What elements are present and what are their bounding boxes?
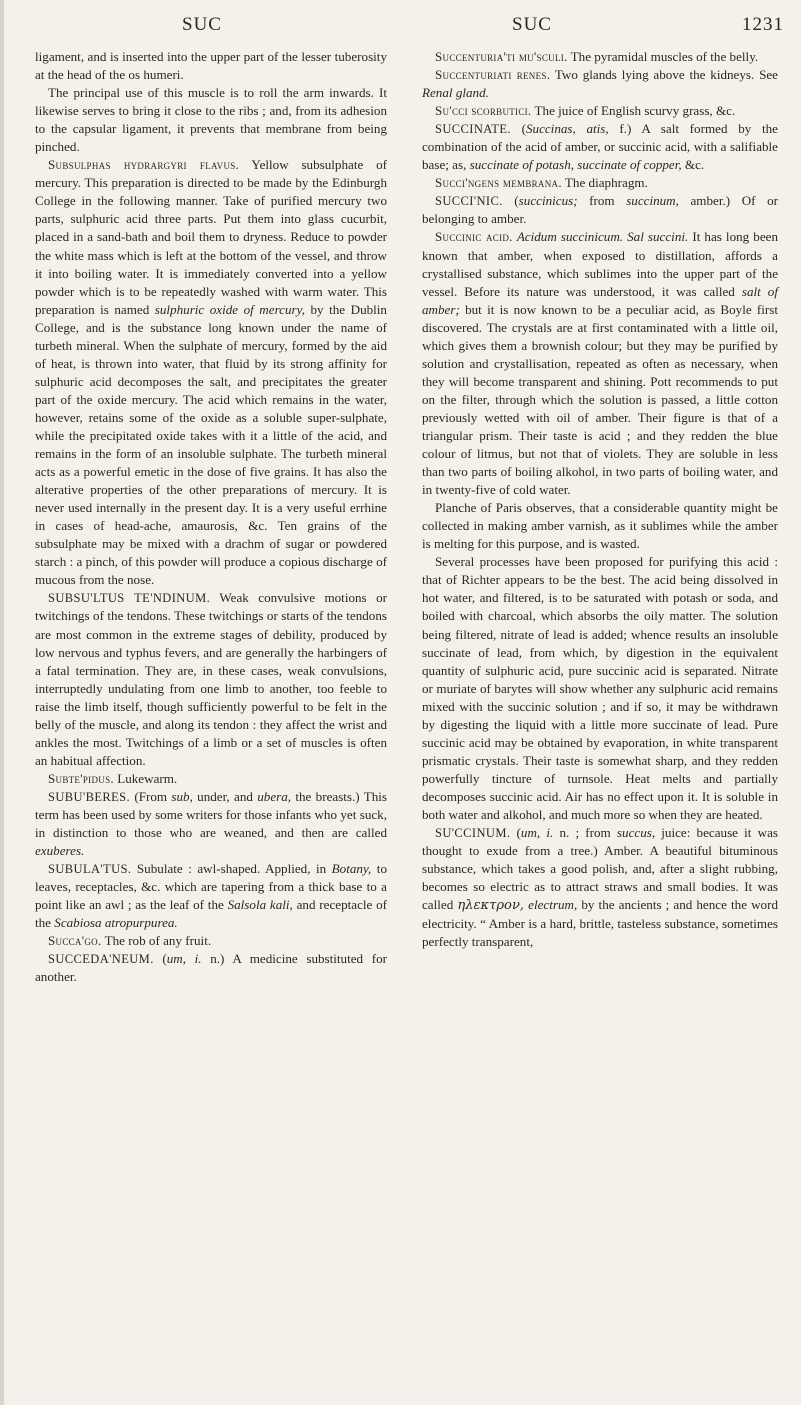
dictionary-entry: SUBSU'LTUS TE'NDINUM. Weak convulsive motions or twitchings of the tendons. These twitchings or starts of the tendons are most common in the extreme stages of debility, produced by low nervous and typhus fevers, and are generally the harbingers of a fatal termination. They are, in these cases, weak convulsions, interruptedly undulating from one limb to another, too feeble to raise the limb itself, though sufficiently powerful to be felt in the belly of the muscle, and along its tendon : they affect the wrist and ankles the most. Twitchings of a limb or a set of muscles is often an habitual affection.	[35, 590, 388, 768]
dictionary-entry: SUCCINATE. (Succinas, atis, f.) A salt formed by the combination of the acid of amber, or succinic acid, with a salifiable base; as, succinate of potash, succinate of copper, &c.	[422, 121, 778, 173]
dictionary-entry: SUCCEDA'NEUM. (um, i. n.) A medicine substituted for another.	[35, 951, 388, 985]
page-number: 1231	[742, 14, 784, 35]
dictionary-entry: Succinic acid. Acidum succinicum. Sal succini. It has long been known that amber, when exposed to distillation, affords a crystallised substance, which sublimes into the upper part of the vessel. Before its nature was understood, it was called salt of amber; but it is now known to be a peculiar acid, as Boyle first discovered. The crystals are at first contaminated with a little oil, which gives them a brownish colour; but they may be purified by solution and crystallisation, repeated as often as necessary, when they will become transparent and shining. Pott recommends to put on the filter, through which the solution is passed, a little cotton previously wetted with oil of amber. Their figure is that of a triangular prism. Their taste is acid ; and they redden the blue colour of litmus, but not that of violets. They are soluble in less than two parts of boiling alkohol, in two parts of boiling water, and in twenty-five of cold water.	[422, 229, 778, 498]
entry-headword: Succenturiati renes.	[435, 67, 551, 83]
running-head-right: SUC	[512, 14, 552, 35]
right-column	[422, 48, 778, 951]
paragraph: The principal use of this muscle is to roll the arm inwards. It likewise serves to bring it close to the ribs ; and, from its adhesion to the capsular ligament, it prevents that membrane from being pinched.	[35, 85, 387, 155]
paragraph: ligament, and is inserted into the upper part of the lesser tuberosity at the head of the os humeri.	[35, 49, 387, 83]
left-column	[35, 48, 387, 986]
paragraph: Planche of Paris observes, that a considerable quantity might be collected in making amber varnish, as it sublimes while the amber is melting for this purpose, and is wasted.	[422, 500, 778, 552]
entry-headword: SUBSU'LTUS TE'NDINUM.	[48, 591, 211, 606]
entry-headword: SUCCINATE.	[435, 122, 511, 137]
dictionary-entry: Subte'pidus. Lukewarm.	[48, 770, 178, 786]
dictionary-entry: Succenturiati renes. Two glands lying above the kidneys. See Renal gland.	[422, 67, 778, 101]
entry-headword: Subte'pidus.	[48, 770, 114, 786]
paragraph: Several processes have been proposed for purifying this acid : that of Richter appears to be the best. The acid being dissolved in hot water, and filtered, is to be saturated with potash or soda, and boiled with charcoal, which absorbs the oily matter. The solution being filtered, nitrate of lead is added; whence results an insoluble succinate of lead, from which, by digestion in the equivalent quantity of sulphuric acid, pure succinic acid is separated. Nitrate or muriate of barytes will show whether any sulphuric acid remains mixed with the succinic solution ; and if so, it may be withdrawn by digesting the liquid with a little more succinate of lead. Pure succinic acid may be obtained by evaporation, in white transparent prismatic crystals. Their taste is somewhat sharp, and they redden powerfully tincture of turnsole. Heat melts and partially decomposes succinic acid. Air has no effect upon it. It is soluble in both water and alkohol, and much more so when they are heated.	[422, 554, 778, 822]
dictionary-entry: Su'cci scorbutici. The juice of English scurvy grass, &c.	[435, 103, 736, 119]
entry-headword: SUBULA'TUS.	[48, 862, 132, 877]
dictionary-entry: Succenturia'ti mu'sculi. The pyramidal muscles of the belly.	[435, 49, 759, 64]
dictionary-entry: SUCCI'NIC. (succinicus; from succinum, amber.) Of or belonging to amber.	[422, 193, 778, 227]
dictionary-entry: SUBU'BERES. (From sub, under, and ubera, the breasts.) This term has been used by some writers for those infants who yet suck, in distinction to those who are weaned, and then are called exuberes.	[35, 788, 388, 859]
dictionary-entry: SU'CCINUM. (um, i. n. ; from succus, juice: because it was thought to exude from a tree.) Amber. A beautiful bituminous substance, which takes a good polish, and, after a slight rubbing, becomes so electric as to attract straws and small bodies. It was called ηλεκτρον, electrum, by the ancients ; and hence the word electricity. “ Amber is a hard, brittle, tasteless substance, sometimes perfectly transparent,	[422, 825, 779, 950]
entry-headword: SUCCEDA'NEUM.	[48, 952, 154, 967]
entry-headword: Succa'go.	[48, 933, 102, 949]
entry-headword: Succinic acid.	[435, 229, 513, 245]
entry-headword: Succenturia'ti mu'sculi.	[435, 49, 568, 64]
entry-headword: Succi'ngens membrana.	[435, 175, 562, 191]
entry-headword: SU'CCINUM.	[435, 826, 511, 841]
running-head	[0, 14, 801, 44]
entry-headword: SUCCI'NIC.	[435, 194, 503, 209]
page-edge	[0, 0, 4, 1405]
dictionary-entry: Subsulphas hydrargyri flavus. Yellow subsulphate of mercury. This preparation is directed to be made by the Edinburgh College in the following manner. Take of purified mercury two parts, sulphuric acid three parts. Put them into glass cucurbit, placed in a sand-bath and boil them to dryness. Reduce to powder the white mass which is left at the bottom of the vessel, and throw it into boiling water. It is immediately converted into a yellow powder which is to be repeatedly washed with warm water. This preparation is named sulphuric oxide of mercury, by the Dublin College, and is the substance long known under the name of turbeth mineral. When the sulphate of mercury, formed by the aid of heat, is thrown into water, that fluid by its strong affinity for sulphuric acid decomposes the salt, and precipitates the greater part of the oxide mercury. The acid which remains in the water, however, retains some of the oxide as a soluble super-sulphate, while the precipitated oxide takes with it a little of the acid, and remains in the form of an insoluble sulphate. The turbeth mineral acts as a powerful emetic in the dose of five grains. It has also the alterative properties of the other preparations of mercury. It is never used internally in the present day. It is a very useful errhine in cases of head-ache, amaurosis, &c. Ten grains of the subsulphate may be mixed with a drachm of sugar or powdered starch : a pinch, of this powder will produce a copious discharge of mucous from the nose.	[35, 157, 387, 588]
entry-headword: Subsulphas hydrargyri flavus.	[48, 157, 240, 173]
dictionary-entry: Succa'go. The rob of any fruit.	[48, 933, 212, 949]
dictionary-entry: SUBULA'TUS. Subulate : awl-shaped. Applied, in Botany, to leaves, receptacles, &c. which are tapering from a thick base to a point like an awl ; as the leaf of the Salsola kali, and receptacle of the Scabiosa atropurpurea.	[35, 861, 388, 931]
entry-headword: SUBU'BERES.	[48, 789, 131, 804]
dictionary-entry: Succi'ngens membrana. The diaphragm.	[435, 175, 648, 191]
entry-headword: Su'cci scorbutici.	[435, 103, 532, 119]
running-head-left: SUC	[182, 14, 222, 35]
